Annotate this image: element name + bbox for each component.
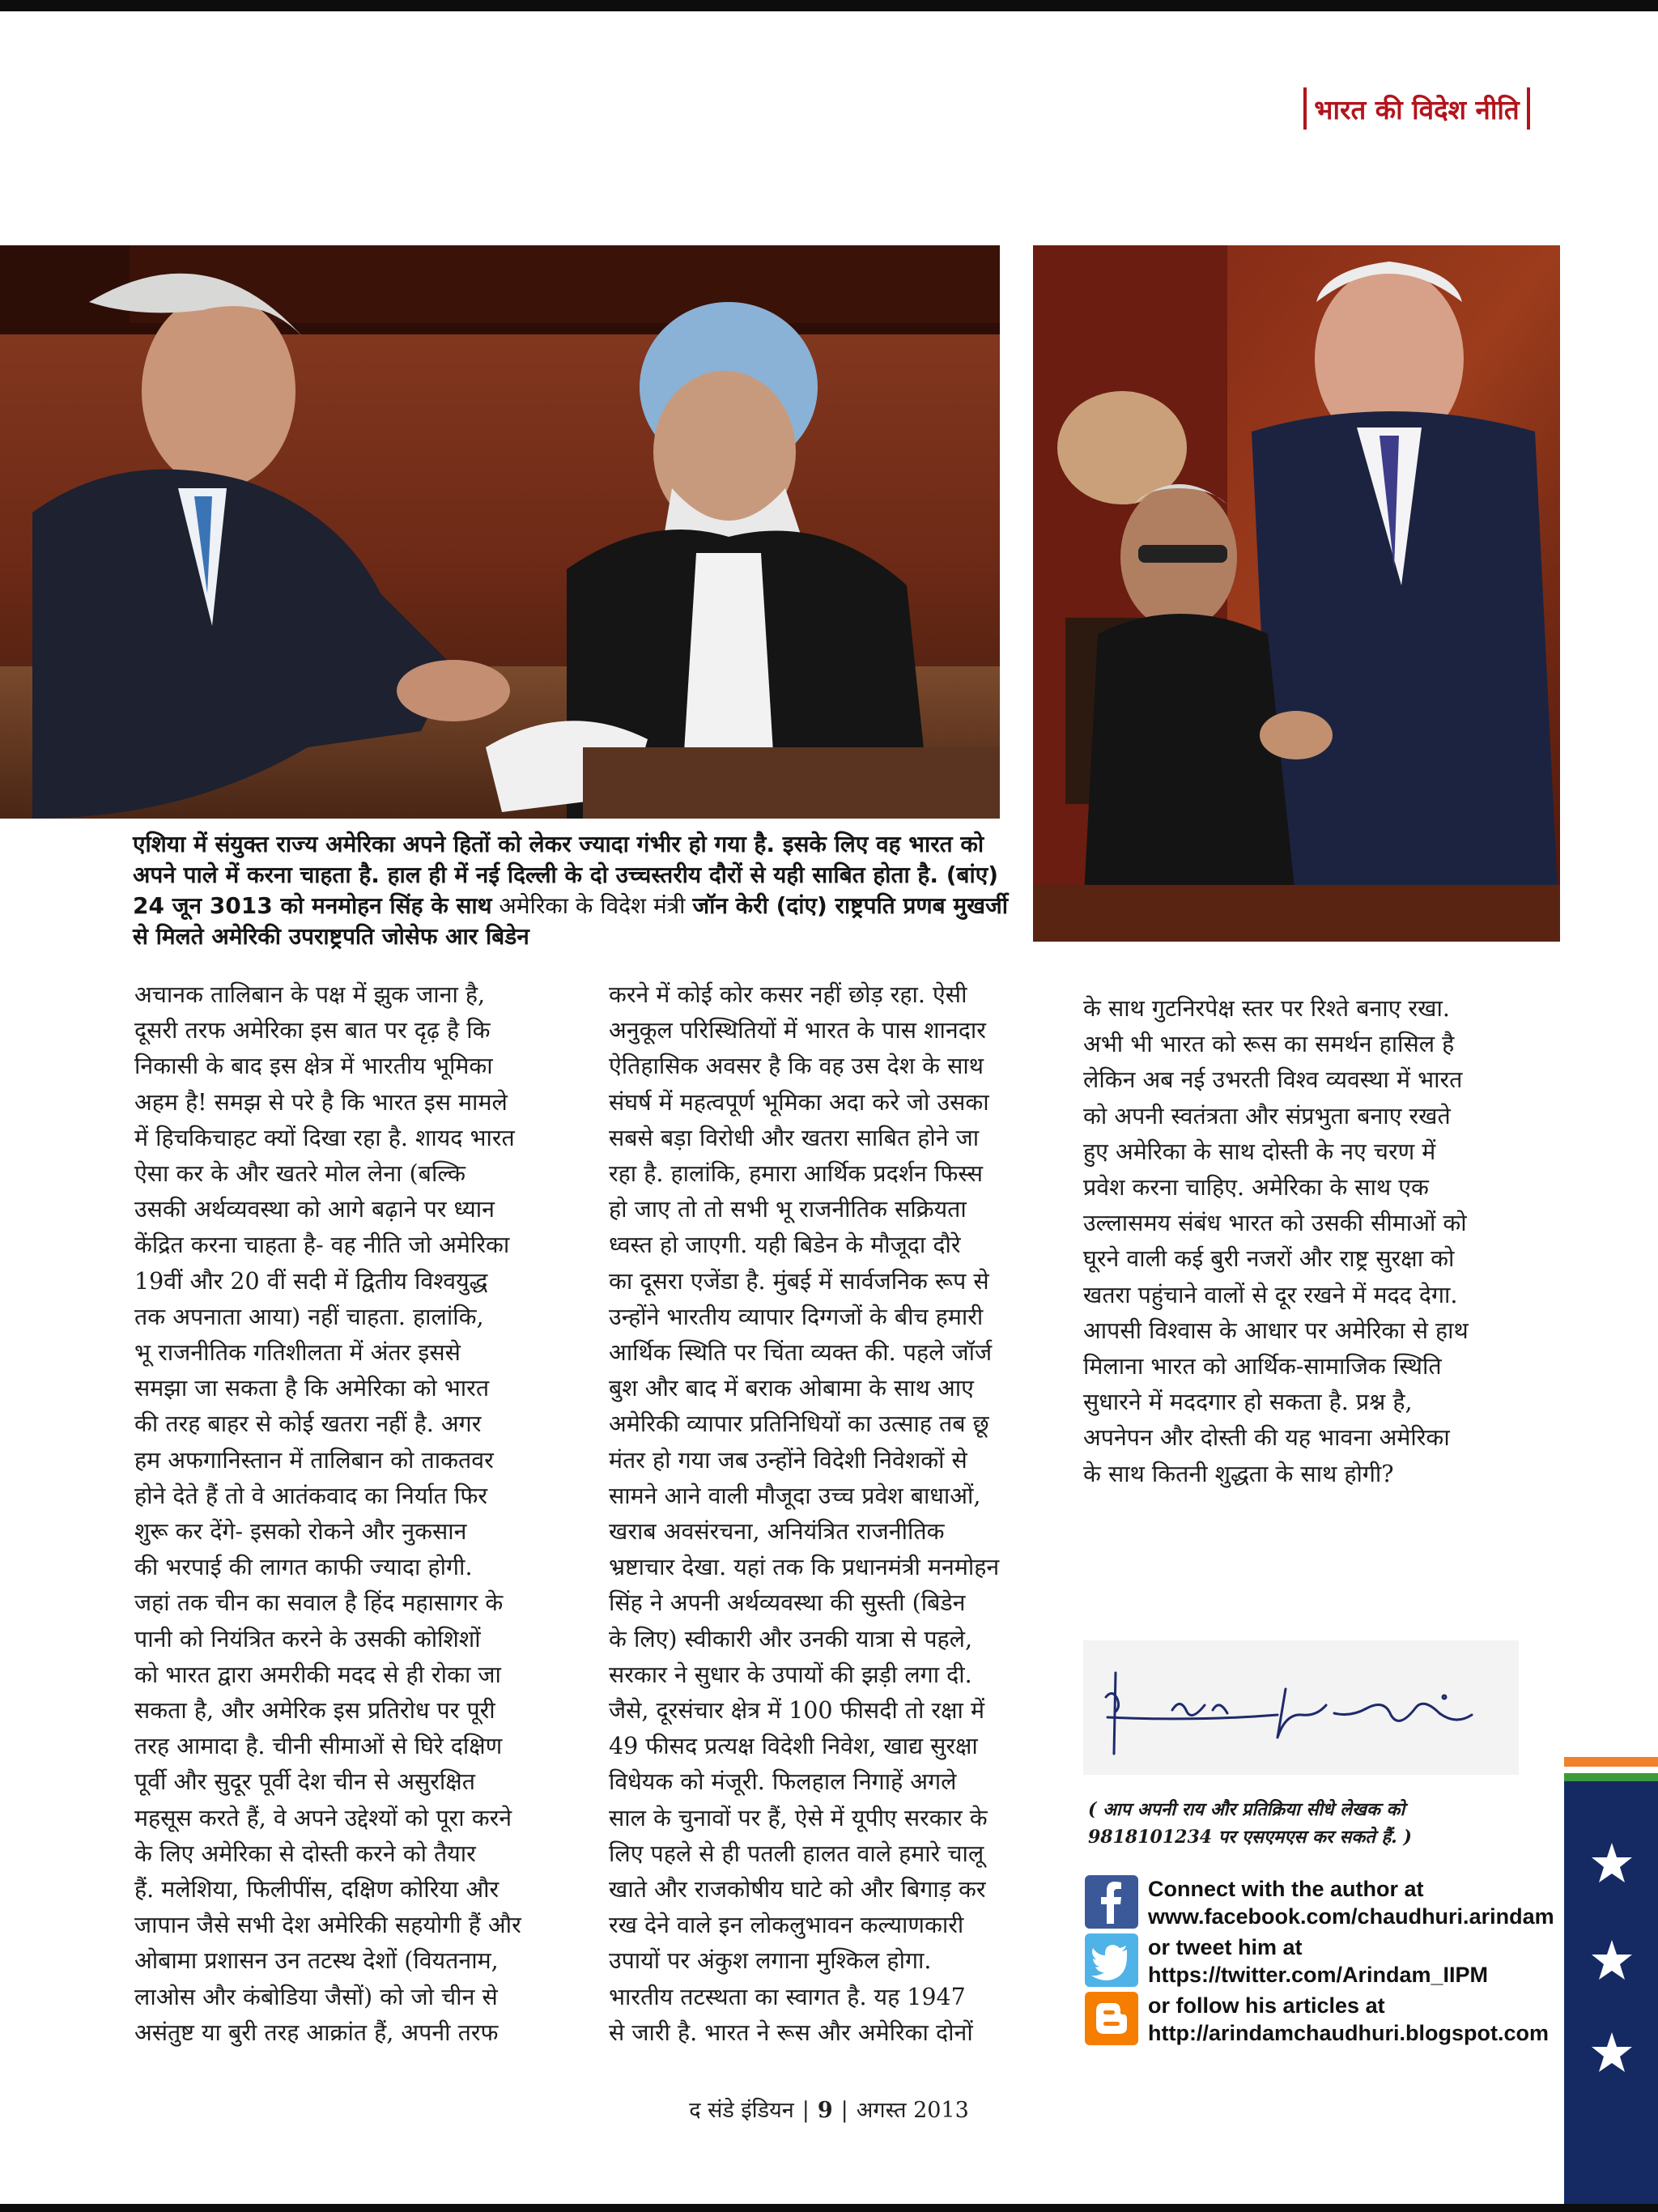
article-line: समझा जा सकता है कि अमेरिका को भारत — [134, 1375, 490, 1402]
article-line: अनुकूल परिस्थितियों में भारत के पास शानदार — [609, 1017, 986, 1044]
article-line: खतरा पहुंचाने वालों से दूर रखने में मदद देगा. — [1083, 1281, 1458, 1308]
twitter-link[interactable]: https://twitter.com/Arindam_IIPM — [1148, 1963, 1489, 1987]
article-line: के लिए) स्वीकारी और उनकी यात्रा से पहले, — [609, 1625, 973, 1653]
bottom-border — [0, 2204, 1658, 2212]
article-line: उन्होंने भारतीय व्यापार दिग्गजों के बीच हमारी — [609, 1303, 984, 1330]
article-line: जैसे, दूरसंचार क्षेत्र में 100 फीसदी तो रक्षा में — [609, 1697, 985, 1725]
article-line: भ्रष्टाचार देखा. यहां तक कि प्रधानमंत्री मनमोहन — [609, 1554, 1000, 1581]
article-line: विधेयक को मंजूरी. फिलहाल निगाहें अगले — [609, 1768, 957, 1796]
twitter-icon[interactable] — [1085, 1933, 1138, 1987]
blogger-row[interactable] — [1085, 1992, 1549, 2047]
facebook-line1: Connect with the author at — [1148, 1877, 1424, 1901]
page-number: 9 — [817, 2098, 833, 2123]
article-line: केंद्रित करना चाहता है- वह नीति जो अमेरिका — [134, 1231, 510, 1259]
article-line: मंतर हो गया जब उन्होंने विदेशी निवेशकों से — [609, 1446, 967, 1474]
flag-decoration — [1564, 1757, 1658, 2212]
article-line: सकता है, और अमेरिक इस प्रतिरोध पर पूरी — [134, 1697, 495, 1725]
publication-name: द संडे इंडियन — [689, 2098, 794, 2123]
twitter-line1: or tweet him at — [1148, 1935, 1303, 1959]
author-signature — [1083, 1640, 1519, 1775]
article-line: हैं. मलेशिया, फिलीपींस, दक्षिण कोरिया और — [134, 1876, 500, 1904]
article-line: अहम है! समझ से परे है कि भारत इस मामले — [134, 1088, 508, 1116]
article-column-2 — [609, 977, 1046, 2051]
article-line: अपनेपन और दोस्ती की यह भावना अमेरिका — [1083, 1424, 1450, 1452]
article-line: उल्लासमय संबंध भारत को उसकी सीमाओं को — [1083, 1210, 1467, 1237]
kerry-singh-photo — [0, 245, 1000, 819]
facebook-row[interactable] — [1085, 1875, 1554, 1930]
article-line: करने में कोई कोर कसर नहीं छोड़ रहा. ऐसी — [609, 981, 967, 1008]
caption-bold: एशिया में संयुक्त राज्य अमेरिका अपने हितों को लेकर ज्यादा गंभीर हो गया है. इसके लिए वह भारत को अपने पाले में करना चाहता है. हाल ही में नई दिल्ली के दो उच्चस्तरीय दौरों से यही साबित होता है. (बांए) 24 जून 3013 को मनमोहन सिंह के साथ — [133, 831, 999, 919]
article-line: रख देने वाले इन लोकलुभावन कल्याणकारी — [609, 1912, 964, 1939]
facebook-icon[interactable] — [1085, 1875, 1138, 1929]
facebook-link[interactable]: www.facebook.com/chaudhuri.arindam — [1148, 1904, 1554, 1929]
star-icon — [1590, 2031, 1634, 2074]
sms-note-line2: 9818101234 पर एसएमएस कर सकते हैं. ) — [1088, 1827, 1412, 1848]
caption-regular: अमेरिका के विदेश मंत्री — [491, 892, 693, 919]
article-line: निकासी के बाद इस क्षेत्र में भारतीय भूमिका — [134, 1053, 493, 1080]
article-line: को भारत द्वारा अमरीकी मदद से ही रोका जा — [134, 1661, 501, 1688]
article-line: ऐतिहासिक अवसर है कि वह उस देश के साथ — [609, 1053, 984, 1080]
article-line: उसकी अर्थव्यवस्था को आगे बढ़ाने पर ध्यान — [134, 1196, 495, 1223]
article-line: तक अपनाता आया) नहीं चाहता. हालांकि, — [134, 1303, 484, 1330]
article-line: सबसे बड़ा विरोधी और खतरा साबित होने जा — [609, 1124, 980, 1151]
article-line: पानी को नियंत्रित करने के उसकी कोशिशों — [134, 1625, 481, 1653]
article-line: हुए अमेरिका के साथ दोस्ती के नए चरण में — [1083, 1138, 1436, 1165]
article-line: मिलाना भारत को आर्थिक-सामाजिक स्थिति — [1083, 1353, 1442, 1380]
article-line: तरह आमादा है. चीनी सीमाओं से घिरे दक्षिण — [134, 1733, 503, 1760]
article-line: से जारी है. भारत ने रूस और अमेरिका दोनों — [609, 2018, 973, 2046]
article-line: साल के चुनावों पर हैं, ऐसे में यूपीए सरकार के — [609, 1804, 988, 1831]
article-line: सिंह ने अपनी अर्थव्यवस्था की सुस्ती (बिडेन — [609, 1589, 966, 1617]
article-line: का दूसरा एजेंडा है. मुंबई में सार्वजनिक रूप से — [609, 1267, 989, 1295]
article-line: अचानक तालिबान के पक्ष में झुक जाना है, — [134, 981, 486, 1008]
article-line: असंतुष्ट या बुरी तरह आक्रांत हैं, अपनी तरफ — [134, 2018, 499, 2046]
article-line: ओबामा प्रशासन उन तटस्थ देशों (वियतनाम, — [134, 1947, 499, 1975]
article-line: 49 फीसद प्रत्यक्ष विदेशी निवेश, खाद्य सुरक्षा — [609, 1733, 978, 1760]
article-line: बुश और बाद में बराक ओबामा के साथ आए — [609, 1375, 974, 1402]
article-line: हो जाए तो तो सभी भू राजनीतिक सक्रियता — [609, 1196, 967, 1223]
section-label: भारत की विदेश नीति — [1303, 87, 1530, 130]
article-line: की भरपाई की लागत काफी ज्यादा होगी. — [134, 1554, 473, 1581]
article-line: ऐसा कर के और खतरे मोल लेना (बल्कि — [134, 1160, 466, 1188]
article-line: खाते और राजकोषीय घाटे को और बिगाड़ कर — [609, 1876, 986, 1904]
photo-caption — [133, 829, 1015, 952]
article-line: के साथ गुटनिरपेक्ष स्तर पर रिश्ते बनाए रखा. — [1083, 995, 1450, 1022]
article-line: जापान जैसे सभी देश अमेरिकी सहयोगी हैं और — [134, 1912, 521, 1939]
article-line: जहां तक चीन का सवाल है हिंद महासागर के — [134, 1589, 504, 1617]
article-line: सुधारने में मददगार हो सकता है. प्रश्न है, — [1083, 1389, 1413, 1416]
issue-date: अगस्त 2013 — [856, 2098, 969, 2123]
blogger-line1: or follow his articles at — [1148, 1993, 1385, 2018]
article-line: महसूस करते हैं, वे अपने उद्देश्यों को पूरा करने — [134, 1804, 512, 1831]
article-line: हम अफगानिस्तान में तालिबान को ताकतवर — [134, 1446, 494, 1474]
article-line: प्रवेश करना चाहिए. अमेरिका के साथ एक — [1083, 1174, 1429, 1202]
article-line: रहा है. हालांकि, हमारा आर्थिक प्रदर्शन फिस्स — [609, 1160, 984, 1188]
article-line: में हिचकिचाहट क्यों दिखा रहा है. शायद भारत — [134, 1124, 515, 1151]
article-line: को अपनी स्वतंत्रता और संप्रभुता बनाए रखते — [1083, 1102, 1451, 1129]
article-column-3 — [1083, 991, 1537, 1492]
page-footer: द संडे इंडियन | 9 | अगस्त 2013 — [689, 2098, 969, 2123]
article-line: भू राजनीतिक गतिशीलता में अंतर इससे — [134, 1339, 461, 1367]
sms-note-line1: ( आप अपनी राय और प्रतिक्रिया सीधे लेखक को — [1088, 1799, 1405, 1820]
article-line: होने देते हैं तो वे आतंकवाद का निर्यात फिर — [134, 1482, 488, 1509]
article-line: शुरू कर देंगे- इसको रोकने और नुकसान — [134, 1518, 467, 1546]
blogger-icon[interactable] — [1085, 1992, 1138, 2045]
blogger-link[interactable]: http://arindamchaudhuri.blogspot.com — [1148, 2021, 1549, 2045]
article-line: खराब अवसंरचना, अनियंत्रित राजनीतिक — [609, 1518, 945, 1546]
star-icon — [1590, 1841, 1634, 1885]
article-line: लेकिन अब नई उभरती विश्व व्यवस्था में भारत — [1083, 1066, 1463, 1094]
twitter-row[interactable] — [1085, 1933, 1488, 1989]
article-line: के साथ कितनी शुद्धता के साथ होगी? — [1083, 1460, 1394, 1487]
article-line: दूसरी तरफ अमेरिका इस बात पर दृढ़ है कि — [134, 1017, 491, 1044]
article-line: घूरने वाली कई बुरी नजरों और राष्ट्र सुरक्षा को — [1083, 1245, 1455, 1273]
article-line: अभी भी भारत को रूस का समर्थन हासिल है — [1083, 1031, 1455, 1058]
article-line: लिए पहले से ही पतली हालत वाले हमारे चालू — [609, 1840, 984, 1867]
article-line: संघर्ष में महत्वपूर्ण भूमिका अदा करे जो उसका — [609, 1088, 989, 1116]
article-line: उपायों पर अंकुश लगाना मुश्किल होगा. — [609, 1947, 932, 1975]
article-line: लाओस और कंबोडिया जैसों) को जो चीन से — [134, 1983, 498, 2010]
article-line: की तरह बाहर से कोई खतरा नहीं है. अगर — [134, 1410, 482, 1438]
article-line: सामने आने वाली मौजूदा उच्च प्रवेश बाधाओं, — [609, 1482, 981, 1509]
article-line: आर्थिक स्थिति पर चिंता व्यक्त की. पहले जॉर्ज — [609, 1339, 993, 1367]
article-line: 19वीं और 20 वीं सदी में द्वितीय विश्वयुद्ध — [134, 1267, 488, 1295]
top-border — [0, 0, 1658, 11]
article-column-1 — [134, 977, 588, 2051]
article-line: के लिए अमेरिका से दोस्ती करने को तैयार — [134, 1840, 476, 1867]
article-line: ध्वस्त हो जाएगी. यही बिडेन के मौजूदा दौरे — [609, 1231, 961, 1259]
mukherjee-biden-photo — [1033, 245, 1560, 942]
article-line: आपसी विश्वास के आधार पर अमेरिका से हाथ — [1083, 1317, 1469, 1344]
article-line: भारतीय तटस्थता का स्वागत है. यह 1947 — [609, 1983, 966, 2010]
article-line: अमेरिकी व्यापार प्रतिनिधियों का उत्साह तब छू — [609, 1410, 989, 1438]
star-icon — [1590, 1938, 1634, 1982]
caption-bold-2: जॉन केरी (दांए) राष्ट्रपति प्रणब मुखर्जी से मिलते अमेरिकी उपराष्ट्रपति जोसेफ आर बिडेन — [133, 892, 1009, 950]
article-line: सरकार ने सुधार के उपायों की झड़ी लगा दी. — [609, 1661, 972, 1688]
sms-note — [1088, 1796, 1509, 1851]
article-line: पूर्वी और सुदूर पूर्वी देश चीन से असुरक्षित — [134, 1768, 475, 1796]
